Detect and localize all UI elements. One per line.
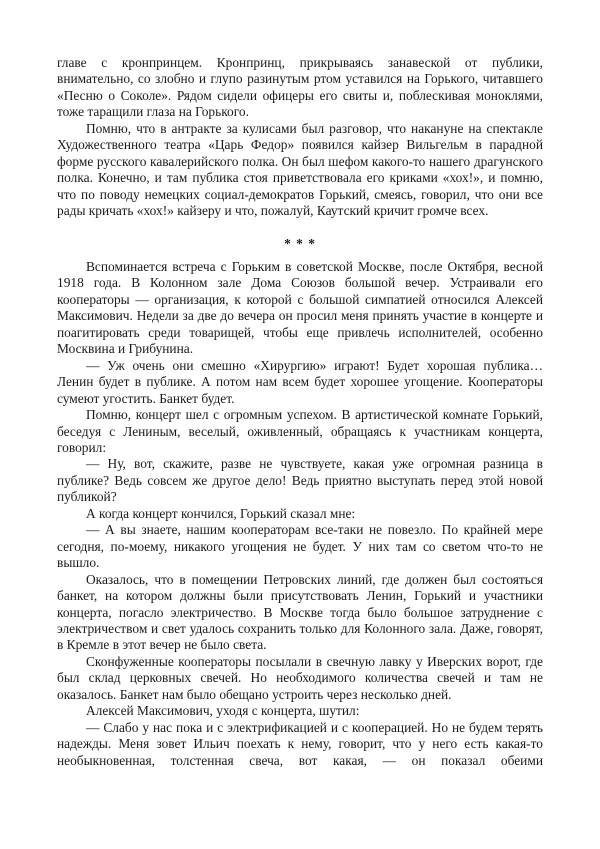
paragraph: Сконфуженные кооператоры посылали в свечную лавку у Иверских ворот, где был склад церковных свечей. Но необходимого количества свечей и там не оказалось. Банкет нам было обещано устроить через несколько дней. [57, 653, 543, 702]
section-separator: * * * [284, 235, 316, 251]
paragraph: Помню, концерт шел с огромным успехом. В артистической комнате Горький, беседуя с Лениным, веселый, оживленный, обращаясь к участникам концерта, говорил: [57, 407, 543, 455]
dialogue-paragraph: — Слабо у нас пока и с электрификацией и с кооперацией. Но не будем терять надежды. Меня зовет Ильич поехать к нему, говорит, что у него есть какая-то необыкновенная, толстенная свеча, вот какая, — он показал обеими [57, 719, 543, 768]
paragraph: А когда концерт кончился, Горький сказал мне: [86, 505, 356, 521]
document-page [57, 55, 543, 769]
paragraph: Оказалось, что в помещении Петровских линий, где должен был состояться банкет, на котором должны были присутствовать Ленин, Горький и участники концерта, погасло электричество. В Москве тогда было большое затруднение с электричеством и свет удалось сохранить только для Колонного зала. Даже, говорят, в Кремле в этот вечер не было света. [57, 571, 543, 653]
dialogue-paragraph: — Уж очень они смешно «Хирургию» играют! Будет хорошая публика… Ленин будет в публике. А потом нам всем будет хорошее угощение. Кооператоры сумеют угостить. Банкет будет. [57, 357, 543, 406]
dialogue-paragraph: — А вы знаете, нашим кооператорам все-таки не повезло. По крайней мере сегодня, по-моему, никакого угощения не будет. У них там со светом что-то не вышло. [57, 522, 543, 571]
paragraph: Алексей Максимович, уходя с концерта, шутил: [86, 703, 360, 719]
paragraph: Помню, что в антракте за кулисами был разговор, что накануне на спектакле Художественного театра «Царь Федор» появился кайзер Вильгельм в парадной форме русского кавалерийского полка. Он был шефом какого-то нашего драгунского полка. Конечно, и там публика стоя приветствовала его криками «хох!», и помню, что по поводу немецких социал-демократов Горький, смеясь, говорил, что они все рады кричать «хох!» кайзеру и что, пожалуй, Каутский кричит громче всех. [57, 120, 543, 219]
paragraph: Вспоминается встреча с Горьким в советской Москве, после Октября, весной 1918 года. В Колонном зале Дома Союзов большой вечер. Устраивали его кооператоры — организация, к которой с большой симпатией относился Алексей Максимович. Недели за две до вечера он просил меня принять участие в концерте и поагитировать среди товарищей, чтобы еще привлечь исполнителей, особенно Москвина и Грибунина. [57, 258, 543, 357]
paragraph-continuation: главе с кронпринцем. Кронпринц, прикрываясь занавеской от публики, внимательно, со злобно и глупо разинутым ртом уставился на Горького, читавшего «Песню о Соколе». Рядом сидели офицеры его свиты и, поблескивая моноклями, тоже таращили глаза на Горького. [57, 55, 543, 120]
dialogue-paragraph: — Ну, вот, скажите, разве не чувствуете, какая уже огромная разница в публике? Ведь совсем же другое дело! Ведь приятно выступать перед этой новой публикой? [57, 456, 543, 505]
